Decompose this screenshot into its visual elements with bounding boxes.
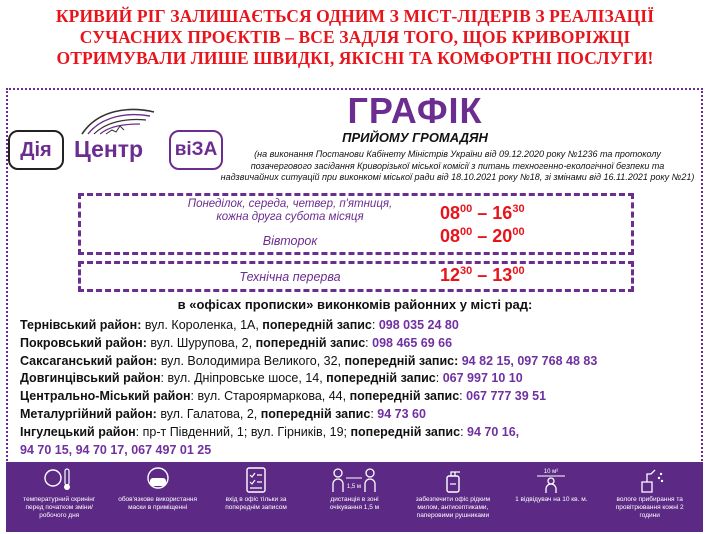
office-row: Довгинцівський район: вул. Дніпровське шосе, 14, попередній запис: 067 997 10 10: [20, 371, 523, 386]
safety-rules-footer: [6, 462, 703, 532]
offices-list: [20, 317, 700, 459]
rule-item: обов'язкове використання маски в приміщенні: [118, 466, 198, 512]
cleaning-icon: [630, 466, 670, 494]
centr-logo: Центр: [74, 136, 144, 162]
tuesday-hours: $08^{00} - 20^{00}$: [440, 226, 525, 246]
phone-number[interactable]: 067 777 39 51: [466, 389, 547, 404]
visitor-area-icon: [531, 466, 571, 494]
phone-number[interactable]: 067 997 10 10: [442, 371, 523, 386]
rule-item: температурний скринінг перед початком зміни/робочого дня: [19, 466, 99, 520]
rule-item: вхід в офіс тільки за попереднім записом: [216, 466, 296, 512]
rule-item: 1,5 м дистанція в зоні очікування 1,5 м: [314, 466, 394, 512]
checklist-icon: [236, 466, 276, 494]
office-row: Центрально-Міський район: вул. Староярмаркова, 44, попередній запис: 067 777 39 51: [20, 389, 547, 404]
break-label: Технічна перерва: [239, 270, 341, 284]
break-hours: $12^{30} - 13^{00}$: [440, 265, 525, 285]
rule-item: 10 м² 1 відвідувач на 10 кв. м.: [511, 466, 591, 504]
office-row: Тернівський район: вул. Короленка, 1А, попередній запис: 098 035 24 80: [20, 318, 459, 332]
face-mask-icon: [138, 466, 178, 494]
city-emblem-icon: [78, 104, 158, 140]
distance-icon: [329, 466, 379, 494]
logos: [8, 100, 218, 180]
phone-number[interactable]: 098 465 69 66: [372, 335, 453, 350]
office-row: Металургійний район: вул. Галатова, 2, попередній запис: 94 73 60: [20, 406, 426, 421]
svg-text:1,5 м: 1,5 м: [347, 484, 362, 490]
rule-item: забезпечити офіс рідким милом, антисептиками, паперовими рушниками: [413, 466, 493, 520]
office-row: Саксаганський район: вул. Володимира Великого, 32, попередній запис: 94 82 15, 097 768 48 83: [20, 353, 598, 368]
headline-line: СУЧАСНИХ ПРОЄКТІВ – ВСЕ ЗАДЛЯ ТОГО, ЩОБ КРИВОРІЖЦІ: [79, 27, 631, 47]
phone-number[interactable]: 94 70 16,: [467, 424, 520, 439]
page-subtitle: ПРИЙОМУ ГРОМАДЯН: [342, 130, 488, 145]
working-days-line: Понеділок, середа, четвер, п'ятниця,: [187, 198, 393, 210]
legal-line: позачергового засідання Криворізької міської комісії з питань техногенно-екологічної безпеки та: [250, 160, 665, 171]
office-row: Інгулецький район: пр-т Південний, 1; вул. Гірників, 19; попередній запис: 94 70 16,: [20, 424, 520, 439]
headline: [0, 6, 710, 69]
headline-line: ОТРИМУВАЛИ ЛИШЕ ШВИДКІ, ЯКІСНІ ТА КОМФОРТНІ ПОСЛУГИ!: [56, 48, 654, 68]
phone-number[interactable]: 94 73 60: [377, 406, 426, 421]
legal-line: (на виконання Постанови Кабінету Міністрів України від 09.12.2020 року №1236 та протоколу: [254, 149, 661, 159]
phone-number[interactable]: 098 035 24 80: [378, 318, 459, 332]
regular-hours: $08^{00} - 16^{30}$: [440, 203, 525, 223]
tuesday-label: Вівторок: [262, 234, 318, 248]
legal-line: надзвичайних ситуацій при виконкомі міської ради від 18.10.2021 року №18, зі змінами від 16.11.2021 року №21): [220, 172, 695, 182]
viza-logo: віЗА: [169, 130, 223, 170]
thermometer-icon: [39, 466, 79, 494]
office-row-continuation: [20, 442, 700, 460]
legal-note: [220, 149, 695, 184]
office-row: Покровський район: вул. Шурупова, 2, попередній запис: 098 465 69 66: [20, 335, 453, 350]
phone-number[interactable]: 94 82 15, 097 768 48 83: [461, 353, 598, 368]
working-days-line: кожна друга субота місяця: [216, 211, 364, 223]
sanitizer-icon: [433, 466, 473, 494]
offices-heading: в «офісах прописки» виконкомів районних у місті рад:: [177, 297, 533, 312]
phone-number[interactable]: 94 70 15, 94 70 17, 067 497 01 25: [20, 442, 212, 457]
headline-line: КРИВИЙ РІГ ЗАЛИШАЄТЬСЯ ОДНИМ З МІСТ-ЛІДЕРІВ З РЕАЛІЗАЦІЇ: [55, 6, 655, 26]
svg-text:10 м²: 10 м²: [544, 469, 559, 475]
working-days: [150, 198, 430, 224]
page-title: ГРАФІК: [347, 90, 483, 131]
rule-item: вологе прибирання та провітрювання кожні 2 години: [610, 466, 690, 520]
dia-logo: Дія: [8, 130, 64, 170]
